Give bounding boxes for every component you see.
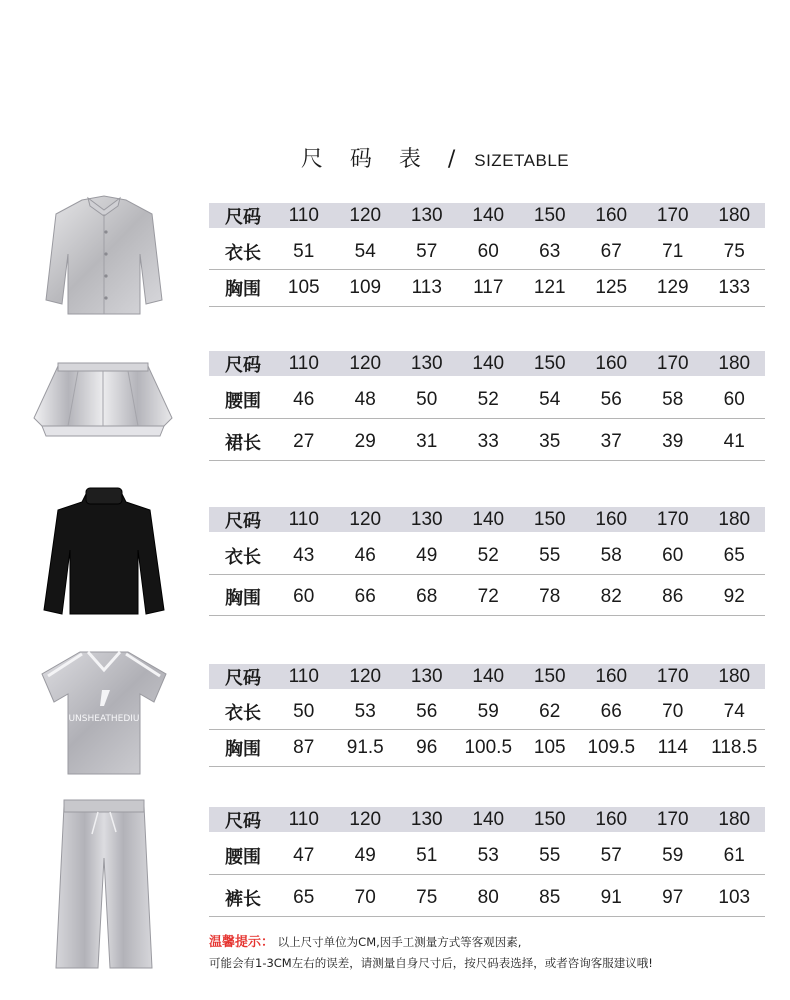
silver-skirt-icon (28, 360, 178, 440)
size-table-turtleneck (209, 507, 765, 616)
table-row: 胸围 105 109 113 117 121 125 129 133 (209, 270, 765, 307)
tshirt-print-text: UNSHEATHEDIU (68, 714, 140, 724)
table-row: 裤长 65 70 75 80 85 91 97 103 (209, 875, 765, 917)
title-en: SIZETABLE (474, 151, 570, 170)
size-table-shirt (209, 203, 765, 307)
table-row: 裙长 27 29 31 33 35 37 39 41 (209, 419, 765, 461)
table-row: 腰围 47 49 51 53 55 57 59 61 (209, 832, 765, 875)
table-row: 衣长 50 53 56 59 62 66 70 74 (209, 689, 765, 730)
silver-pants-icon (48, 796, 160, 976)
size-table-tshirt (209, 664, 765, 767)
black-turtleneck-icon (34, 484, 174, 624)
page-title (0, 142, 790, 173)
table-row: 衣长 51 54 57 60 63 67 71 75 (209, 228, 765, 270)
table-row: 腰围 46 48 50 52 54 56 58 60 (209, 376, 765, 419)
table-row: 胸围 60 66 68 72 78 82 86 92 (209, 575, 765, 616)
title-cn: 尺 码 表 / (300, 147, 466, 172)
size-header-row: 尺码 110 120 130 140 150 160 170 180 (209, 351, 765, 376)
size-table-pants (209, 807, 765, 917)
table-row: 胸围 87 91.5 96 100.5 105 109.5 114 118.5 (209, 730, 765, 767)
size-table-skirt (209, 351, 765, 461)
notice-line-2: 可能会有1-3CM左右的误差，请测量自身尺寸后，按尺码表选择，或者咨询客服建议哦! (209, 956, 653, 970)
silver-shirt-icon (34, 192, 174, 322)
size-notice (209, 932, 653, 973)
notice-line-1 (209, 932, 653, 953)
notice-warn-label: 温馨提示： (209, 935, 275, 950)
notice-text-1: 以上尺寸单位为CM,因手工测量方式等客观因素, (274, 935, 522, 949)
size-header-row: 尺码 110 120 130 140 150 160 170 180 (209, 664, 765, 689)
size-header-row: 尺码 110 120 130 140 150 160 170 180 (209, 203, 765, 228)
silver-tshirt-icon (34, 646, 174, 778)
size-header-row: 尺码 110 120 130 140 150 160 170 180 (209, 807, 765, 832)
size-header-row: 尺码 110 120 130 140 150 160 170 180 (209, 507, 765, 532)
table-row: 衣长 43 46 49 52 55 58 60 65 (209, 532, 765, 575)
